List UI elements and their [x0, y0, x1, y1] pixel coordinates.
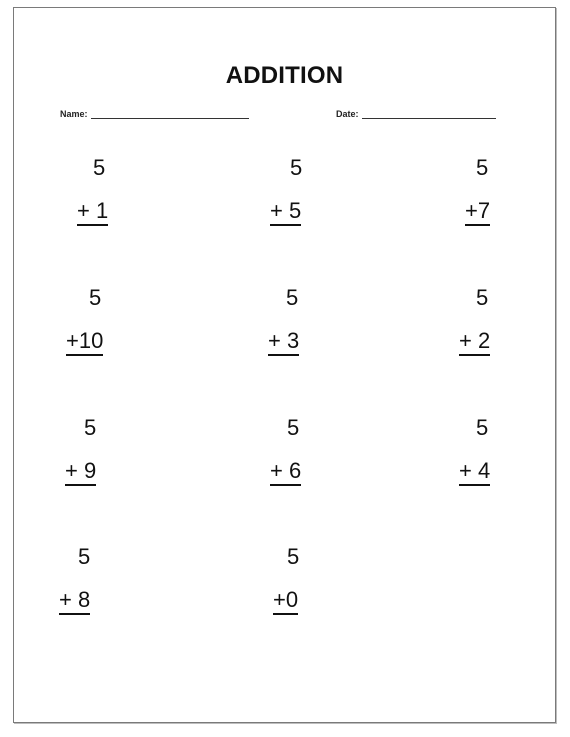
- problem-addend: + 5: [270, 199, 301, 226]
- problem-addend: + 2: [459, 329, 490, 356]
- problem-addend: + 1: [77, 199, 108, 226]
- problem-top-number: 5: [78, 544, 91, 569]
- problem-top-number: 5: [84, 415, 97, 440]
- problem-top-number: 5: [286, 285, 299, 310]
- problem-addend: +0: [273, 588, 298, 615]
- problem-top-number: 5: [89, 285, 102, 310]
- worksheet-page: [13, 7, 556, 723]
- addition-problem: [270, 416, 350, 496]
- problem-addend: +10: [66, 329, 103, 356]
- addition-problem: [465, 156, 545, 236]
- problem-addend: + 9: [65, 459, 96, 486]
- name-blank-line[interactable]: [91, 110, 249, 119]
- name-field[interactable]: [60, 109, 249, 119]
- date-field[interactable]: [336, 109, 496, 119]
- addition-problem: [268, 286, 348, 366]
- name-label: Name:: [60, 109, 88, 119]
- problem-top-number: 5: [476, 415, 489, 440]
- problem-top-number: 5: [476, 155, 489, 180]
- problem-addend: + 3: [268, 329, 299, 356]
- problem-top-number: 5: [476, 285, 489, 310]
- addition-problem: [459, 286, 539, 366]
- date-label: Date:: [336, 109, 359, 119]
- addition-problem: [77, 156, 157, 236]
- problem-addend: + 4: [459, 459, 490, 486]
- date-blank-line[interactable]: [362, 110, 496, 119]
- addition-problem: [65, 416, 145, 496]
- addition-problem: [66, 286, 146, 366]
- addition-problem: [59, 545, 139, 625]
- problem-addend: + 8: [59, 588, 90, 615]
- problem-top-number: 5: [287, 544, 300, 569]
- problem-top-number: 5: [93, 155, 106, 180]
- problem-addend: + 6: [270, 459, 301, 486]
- problem-top-number: 5: [287, 415, 300, 440]
- addition-problem: [459, 416, 539, 496]
- addition-problem: [270, 156, 350, 236]
- problem-addend: +7: [465, 199, 490, 226]
- problem-top-number: 5: [290, 155, 303, 180]
- addition-problem: [273, 545, 353, 625]
- worksheet-title: ADDITION: [225, 62, 344, 89]
